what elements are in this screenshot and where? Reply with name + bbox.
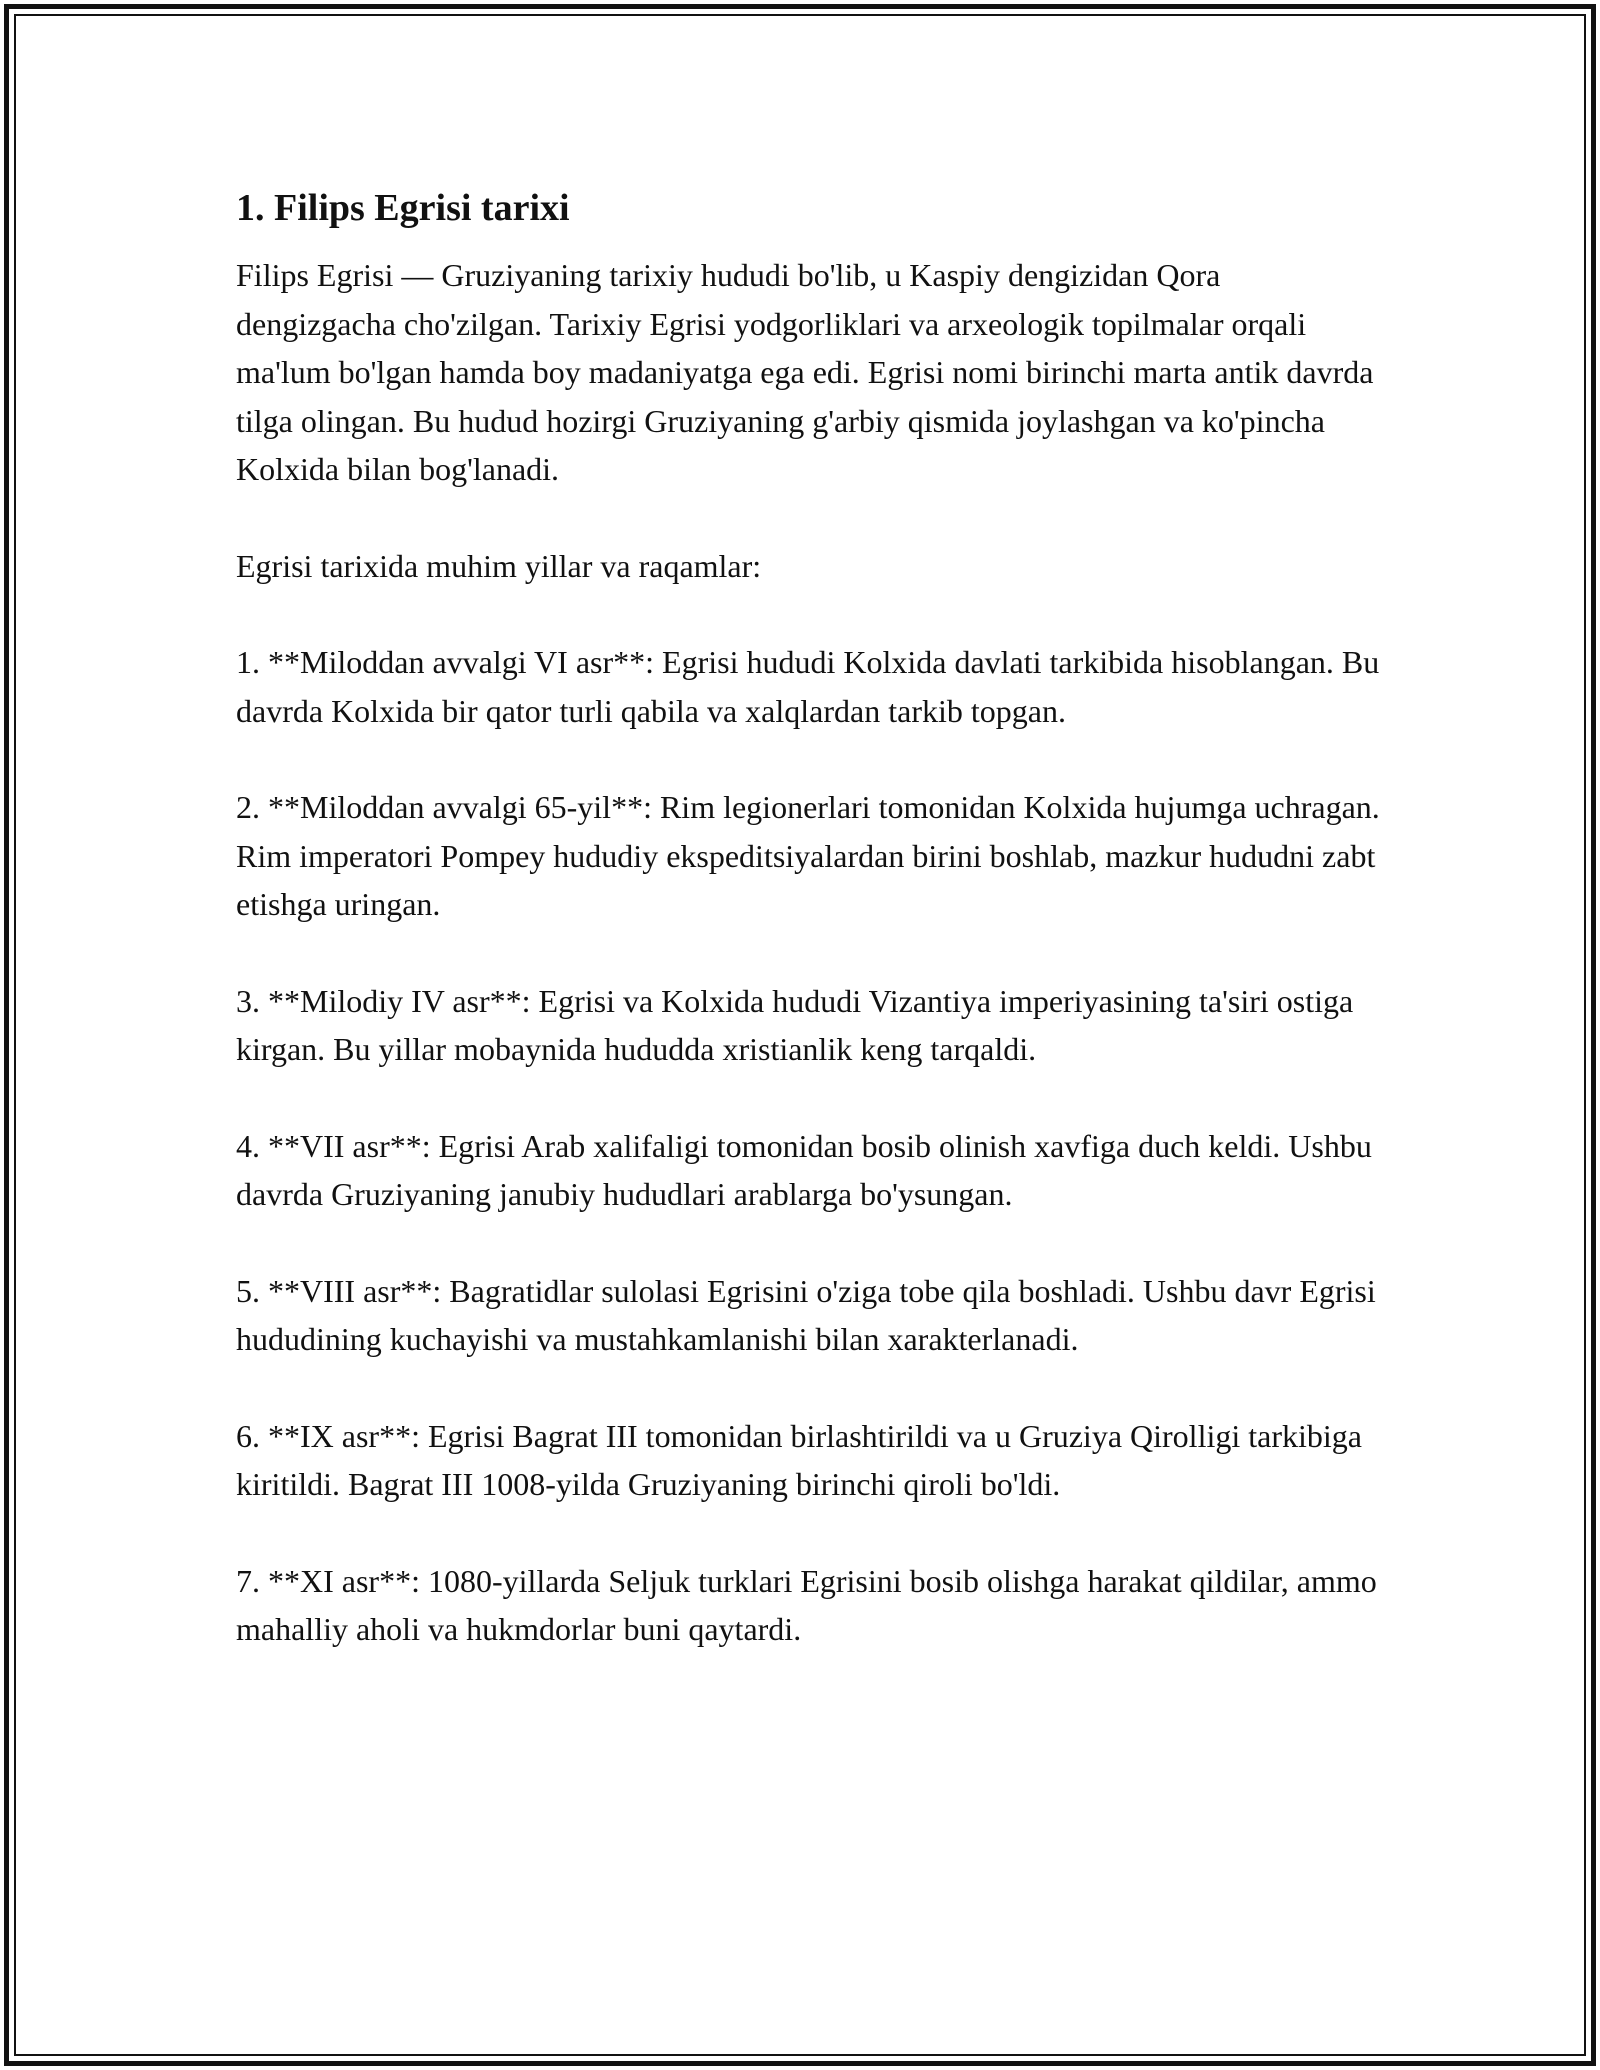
- list-item-3: 3. **Milodiy IV asr**: Egrisi va Kolxida hududi Vizantiya imperiyasining ta'siri ostiga kirgan. Bu yillar mobaynida hududda xristianlik keng tarqaldi.: [236, 982, 1354, 1067]
- list-item-4: 4. **VII asr**: Egrisi Arab xalifaligi tomonidan bosib olinish xavfiga duch keldi. Ushbu davrda Gruziyaning janubiy hududlari arablarga bo'ysungan.: [236, 1127, 1372, 1212]
- document-title: 1. Filips Egrisi tarixi: [236, 187, 570, 229]
- list-item-5: 5. **VIII asr**: Bagratidlar sulolasi Egrisini o'ziga tobe qila boshladi. Ushbu davr Egrisi hududining kuchayishi va mustahkamlanishi bilan xarakterlanadi.: [236, 1272, 1376, 1357]
- list-item-1: 1. **Miloddan avvalgi VI asr**: Egrisi hududi Kolxida davlati tarkibida hisoblangan. Bu davrda Kolxida bir qator turli qabila va xalqlardan tarkib topgan.: [236, 644, 1380, 729]
- list-item-6: 6. **IX asr**: Egrisi Bagrat III tomonidan birlashtirildi va u Gruziya Qirolligi tarkibiga kiritildi. Bagrat III 1008-yilda Gruziyaning birinchi qiroli bo'ldi.: [236, 1417, 1362, 1502]
- list-item-7: 7. **XI asr**: 1080-yillarda Seljuk turklari Egrisini bosib olishga harakat qildilar, ammo mahalliy aholi va hukmdorlar buni qaytardi.: [236, 1562, 1377, 1647]
- list-heading: Egrisi tarixida muhim yillar va raqamlar:: [236, 547, 762, 584]
- intro-paragraph: Filips Egrisi — Gruziyaning tarixiy hududi bo'lib, u Kaspiy dengizidan Qora dengizgacha cho'zilgan. Tarixiy Egrisi yodgorliklari va arxeologik topilmalar orqali ma'lum bo'lgan hamda boy madaniyatga ega edi. Egrisi nomi birinchi marta antik davrda tilga olingan. Bu hudud hozirgi Gruziyaning g'arbiy qismida joylashgan va ko'pincha Kolxida bilan bog'lanadi.: [236, 257, 1374, 487]
- list-item-2: 2. **Miloddan avvalgi 65-yil**: Rim legionerlari tomonidan Kolxida hujumga uchragan. Rim imperatori Pompey hududiy ekspeditsiyalardan birini boshlab, mazkur hududni zabt etishga uringan.: [236, 789, 1380, 922]
- document-body: [236, 185, 1386, 1702]
